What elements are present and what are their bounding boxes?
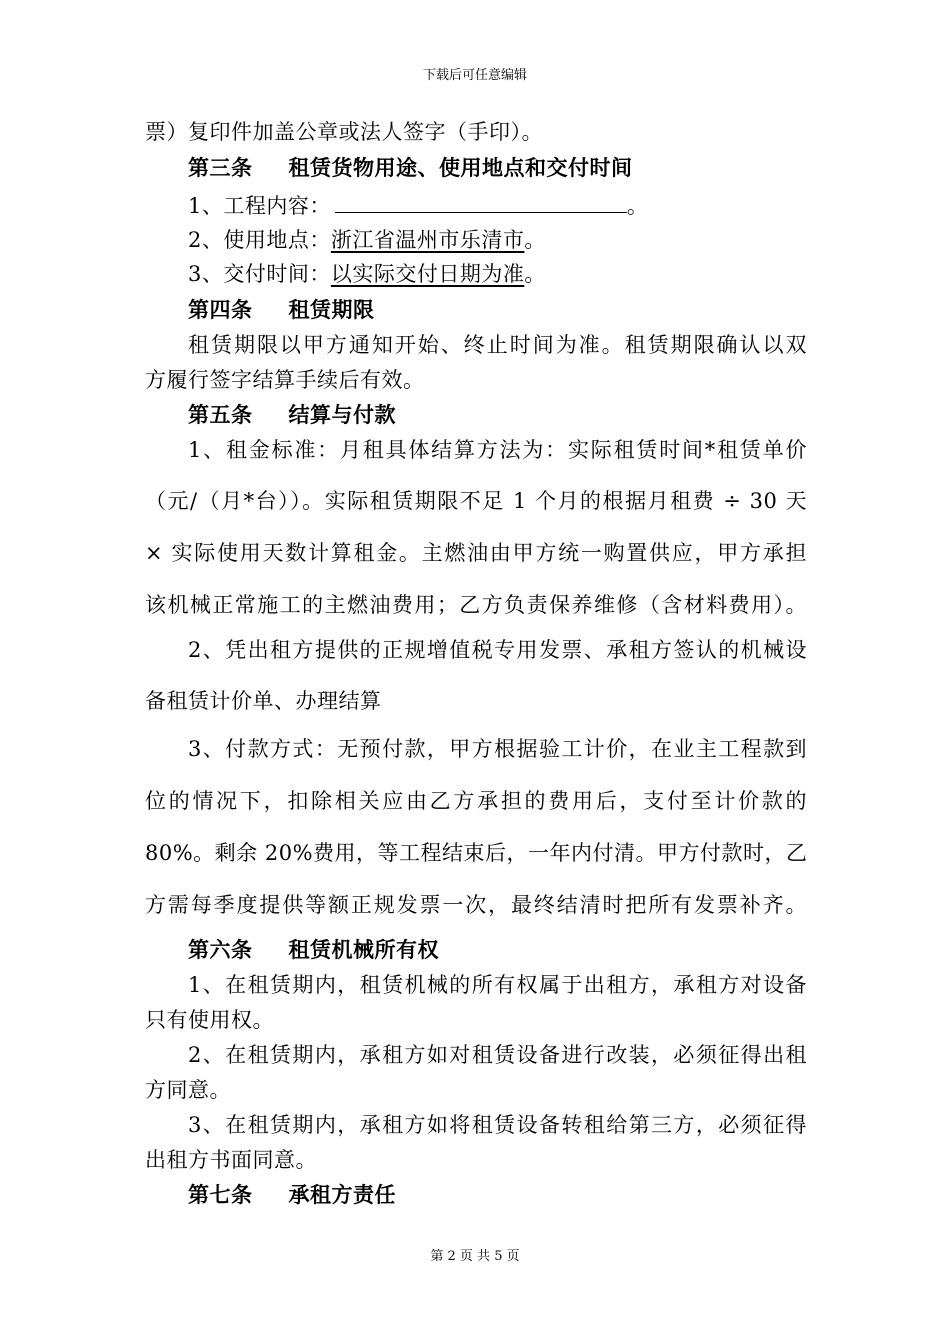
item-location <box>188 226 807 254</box>
item-value: 浙江省温州市乐清市 <box>330 228 525 252</box>
article-4-heading <box>188 296 807 324</box>
item-label: 2、使用地点： <box>188 228 331 252</box>
item-label: 3、交付时间： <box>188 262 331 286</box>
item-value: 以实际交付日期为准 <box>330 262 525 286</box>
item-delivery-time <box>188 260 807 288</box>
page-footer: 第 2 页 共 5 页 <box>430 1249 520 1264</box>
blank-fill-line <box>335 190 627 213</box>
punctuation: 。 <box>524 262 546 286</box>
item-project-content <box>188 190 807 220</box>
paragraph-line: × 实际使用天数计算租金。主燃油由甲方统一购置供应，甲方承担 <box>145 541 807 565</box>
paragraph-line: 方需每季度提供等额正规发票一次，最终结清时把所有发票补齐。 <box>145 893 807 917</box>
paragraph-line: 1、租金标准：月租具体结算方法为：实际租赁时间*租赁单价 <box>188 438 807 462</box>
article-6-heading <box>188 936 807 964</box>
article-number: 第六条 <box>188 937 253 962</box>
paragraph-line: 3、付款方式：无预付款，甲方根据验工计价，在业主工程款到 <box>188 737 807 761</box>
page-header: 下载后可任意编辑 <box>422 68 527 83</box>
paragraph-line: （元/（月*台））。实际租赁期限不足 1 个月的根据月租费 ÷ 30 天 <box>145 489 807 513</box>
article-title: 租赁货物用途、使用地点和交付时间 <box>288 155 633 180</box>
punctuation: 。 <box>626 194 649 218</box>
paragraph-line: 1、在租赁期内，租赁机械的所有权属于出租方，承租方对设备 <box>188 973 807 997</box>
punctuation: 。 <box>524 228 546 252</box>
article-3-heading <box>188 154 807 182</box>
article-title: 租赁机械所有权 <box>288 937 439 962</box>
paragraph-line: 方履行签字结算手续后有效。 <box>145 368 425 392</box>
article-5-heading <box>188 401 807 429</box>
article-title: 承租方责任 <box>288 1182 396 1207</box>
paragraph-line: 出租方书面同意。 <box>145 1148 317 1172</box>
paragraph-line: 2、凭出租方提供的正规增值税专用发票、承租方签认的机械设 <box>188 638 807 662</box>
article-number: 第四条 <box>188 297 253 322</box>
article-title: 结算与付款 <box>288 402 396 427</box>
paragraph-line: 备租赁计价单、办理结算 <box>145 689 382 713</box>
paragraph-line: 2、在租赁期内，承租方如对租赁设备进行改装，必须征得出租 <box>188 1043 807 1067</box>
paragraph-line: 80%。剩余 20%费用，等工程结束后，一年内付清。甲方付款时，乙 <box>145 841 808 865</box>
paragraph-line: 只有使用权。 <box>145 1008 274 1032</box>
article-7-heading <box>188 1181 807 1209</box>
article-number: 第五条 <box>188 402 253 427</box>
article-number: 第七条 <box>188 1182 253 1207</box>
article-title: 租赁期限 <box>288 297 375 322</box>
item-label: 1、工程内容： <box>188 194 331 218</box>
paragraph-line: 位的情况下，扣除相关应由乙方承担的费用后，支付至计价款的 <box>145 789 807 813</box>
paragraph-line: 租赁期限以甲方通知开始、终止时间为准。租赁期限确认以双 <box>188 333 807 357</box>
paragraph-line: 3、在租赁期内，承租方如将租赁设备转租给第三方，必须征得 <box>188 1113 807 1137</box>
paragraph-line: 方同意。 <box>145 1078 231 1102</box>
paragraph-line: 该机械正常施工的主燃油费用；乙方负责保养维修（含材料费用）。 <box>145 593 807 617</box>
article-number: 第三条 <box>188 155 253 180</box>
paragraph-line: 票）复印件加盖公章或法人签字（手印）。 <box>145 120 543 144</box>
